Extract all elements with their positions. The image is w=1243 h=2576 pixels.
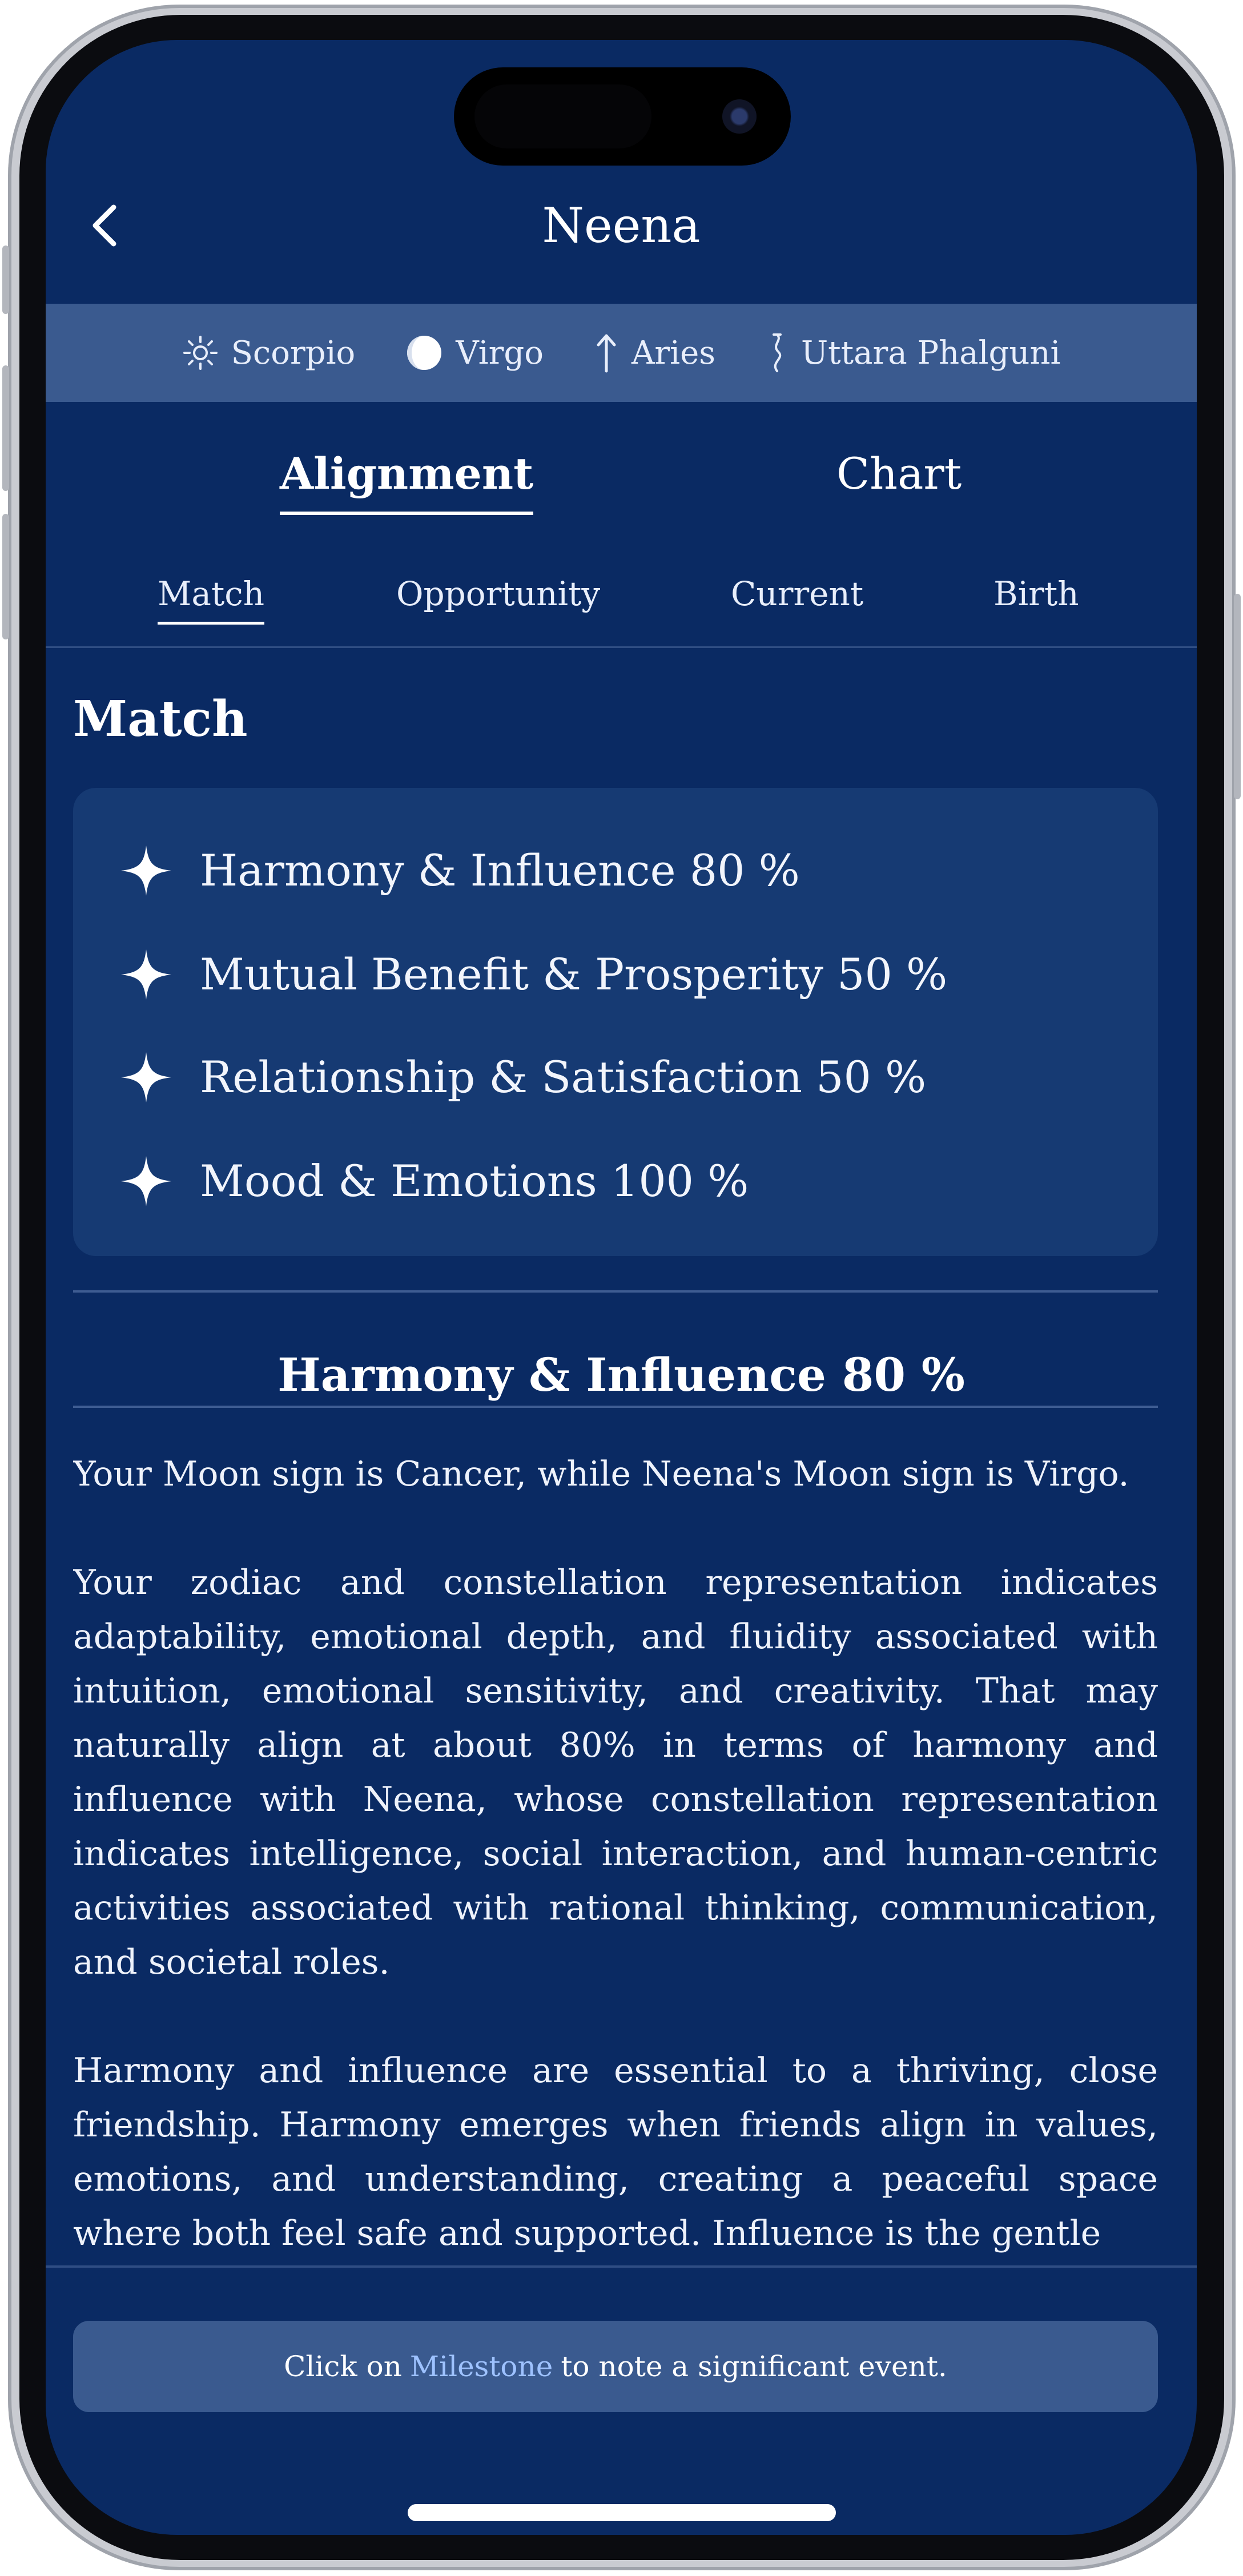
subtab-match[interactable]: Match	[158, 565, 264, 622]
milestone-hint-prefix: Click on	[284, 2350, 402, 2383]
tab-chart[interactable]: Chart	[836, 448, 962, 499]
arrow-up-icon	[594, 332, 619, 373]
match-item[interactable]	[119, 943, 947, 1006]
detail-body	[73, 1447, 1158, 2258]
rising-sign	[594, 332, 715, 373]
page-title: Neena	[542, 198, 701, 253]
moon-sign	[405, 334, 544, 372]
volume-down-button	[2, 514, 9, 639]
volume-up-button	[2, 365, 9, 491]
milestone-hint-suffix: to note a significant event.	[561, 2350, 947, 2383]
nakshatra-icon	[766, 332, 789, 373]
detail-paragraph: Your zodiac and constellation representation indicates adaptability, emotional depth, and fluidity associated with intuition, emotional sensitivity, and creativity. That may naturally align at about 80% in terms of harmony and influence with Neena, whose constellation representation indicates intelligence, social interaction, and human-centric activities associated with rational thinking, communication, and societal roles.	[73, 1563, 1158, 1982]
sign-summary-bar	[46, 304, 1197, 402]
match-item-label: Harmony & Influence 80 %	[200, 845, 800, 896]
subtab-current[interactable]: Current	[731, 574, 864, 613]
sparkle-icon	[119, 1154, 174, 1209]
match-item[interactable]	[119, 1150, 749, 1213]
nakshatra-sign	[766, 332, 1060, 373]
sparkle-icon	[119, 843, 174, 898]
sensor-housing	[474, 84, 651, 148]
rising-sign-label: Aries	[631, 334, 715, 372]
home-indicator[interactable]	[408, 2504, 836, 2521]
dynamic-island	[454, 67, 791, 166]
match-item-label: Mutual Benefit & Prosperity 50 %	[200, 949, 948, 1000]
moon-icon	[405, 334, 443, 372]
tabs-divider	[46, 646, 1197, 648]
detail-top-divider	[73, 1290, 1158, 1293]
sun-sign	[182, 335, 356, 372]
top-nav-bar	[46, 183, 1197, 268]
sub-tabs	[46, 565, 1197, 628]
tab-alignment[interactable]: Alignment	[280, 440, 533, 508]
match-item-label: Relationship & Satisfaction 50 %	[200, 1052, 927, 1102]
match-summary-card	[73, 788, 1158, 1256]
milestone-link[interactable]: Milestone	[409, 2350, 553, 2383]
subtab-opportunity[interactable]: Opportunity	[396, 574, 601, 613]
moon-sign-label: Virgo	[456, 334, 544, 372]
subtab-birth[interactable]: Birth	[993, 574, 1079, 613]
sun-sign-label: Scorpio	[231, 334, 356, 372]
detail-paragraph: Your Moon sign is Cancer, while Neena's Moon sign is Virgo.	[73, 1454, 1129, 1494]
app-screen	[46, 40, 1197, 2535]
main-tabs	[46, 440, 1197, 520]
action-button	[2, 245, 9, 314]
sun-icon	[182, 335, 219, 371]
milestone-hint-bar	[73, 2321, 1158, 2412]
footer-divider	[46, 2265, 1197, 2268]
detail-paragraph: Harmony and influence are essential to a thriving, close friendship. Harmony emerges when friends align in values, emotions, and understanding, creating a peaceful space where both feel safe and supported. Influence is the gentle	[73, 2051, 1158, 2253]
match-item-label: Mood & Emotions 100 %	[200, 1156, 749, 1206]
detail-bottom-divider	[73, 1406, 1158, 1408]
power-button	[1234, 594, 1241, 799]
front-camera	[722, 99, 757, 134]
nakshatra-sign-label: Uttara Phalguni	[800, 334, 1061, 372]
sparkle-icon	[119, 947, 174, 1002]
match-item[interactable]	[119, 1046, 926, 1109]
detail-title: Harmony & Influence 80 %	[277, 1348, 965, 1402]
section-title: Match	[73, 690, 248, 748]
sparkle-icon	[119, 1050, 174, 1105]
match-item[interactable]	[119, 839, 800, 902]
